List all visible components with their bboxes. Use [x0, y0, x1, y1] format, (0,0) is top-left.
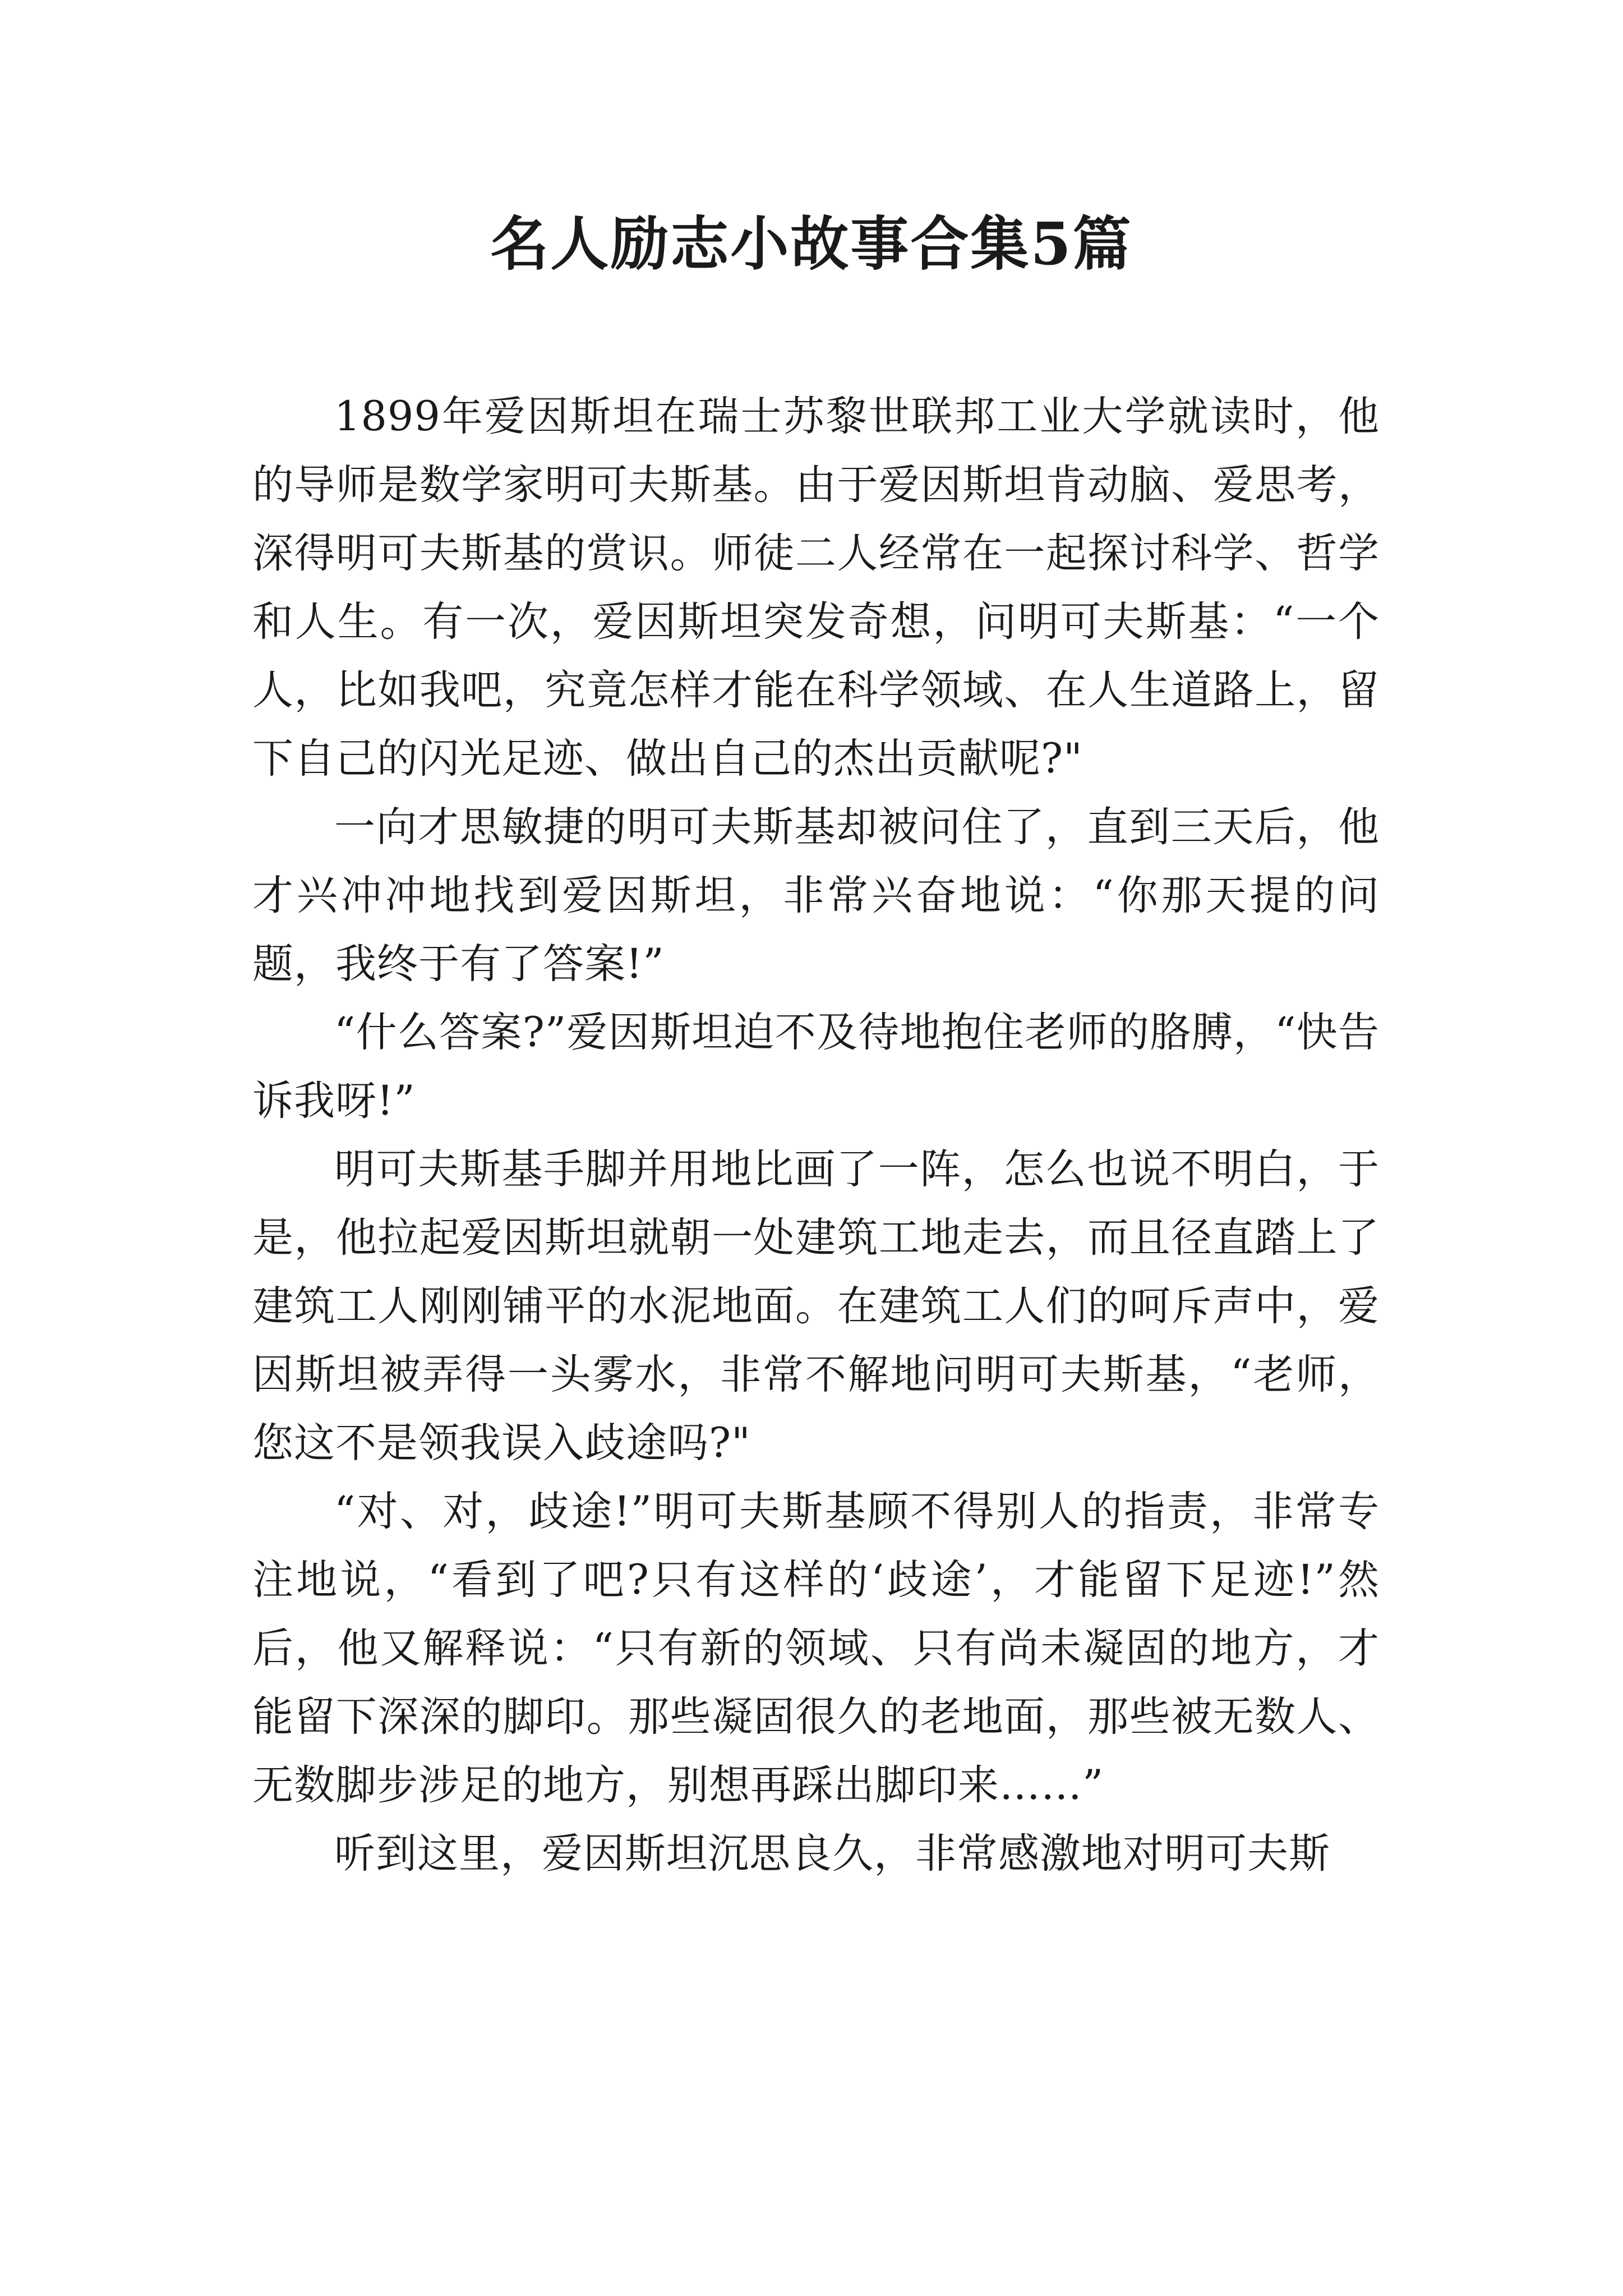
paragraph: 听到这里，爱因斯坦沉思良久，非常感激地对明可夫斯: [334, 1830, 1330, 1878]
document-body: [252, 383, 1380, 1888]
paragraph: “什么答案?”爱因斯坦迫不及待地抱住老师的胳膊，“快告诉我呀!”: [252, 1009, 1380, 1125]
paragraph: 一向才思敏捷的明可夫斯基却被问住了，直到三天后，他才兴冲冲地找到爱因斯坦，非常兴奋地说：“你那天提的问题，我终于有了答案!”: [252, 803, 1380, 988]
paragraph: 1899年爱因斯坦在瑞士苏黎世联邦工业大学就读时，他的导师是数学家明可夫斯基。由于爱因斯坦肯动脑、爱思考，深得明可夫斯基的赏识。师徒二人经常在一起探讨科学、哲学和人生。有一次，爱因斯坦突发奇想，问明可夫斯基：“一个人，比如我吧，究竟怎样才能在科学领域、在人生道路上，留下自己的闪光足迹、做出自己的杰出贡献呢?": [252, 393, 1380, 783]
paragraph: 明可夫斯基手脚并用地比画了一阵，怎么也说不明白，于是，他拉起爱因斯坦就朝一处建筑工地走去，而且径直踏上了建筑工人刚刚铺平的水泥地面。在建筑工人们的呵斥声中，爱因斯坦被弄得一头雾水，非常不解地问明可夫斯基，“老师，您这不是领我误入歧途吗?": [252, 1145, 1380, 1467]
document-title: 名人励志小故事合集5篇: [490, 209, 1133, 278]
paragraph: “对、对，歧途!”明可夫斯基顾不得别人的指责，非常专注地说，“看到了吧?只有这样的‘歧途’，才能留下足迹!”然后，他又解释说：“只有新的领域、只有尚未凝固的地方，才能留下深深的脚印。那些凝固很久的老地面，那些被无数人、无数脚步涉足的地方，别想再踩出脚印来……”: [252, 1488, 1380, 1809]
